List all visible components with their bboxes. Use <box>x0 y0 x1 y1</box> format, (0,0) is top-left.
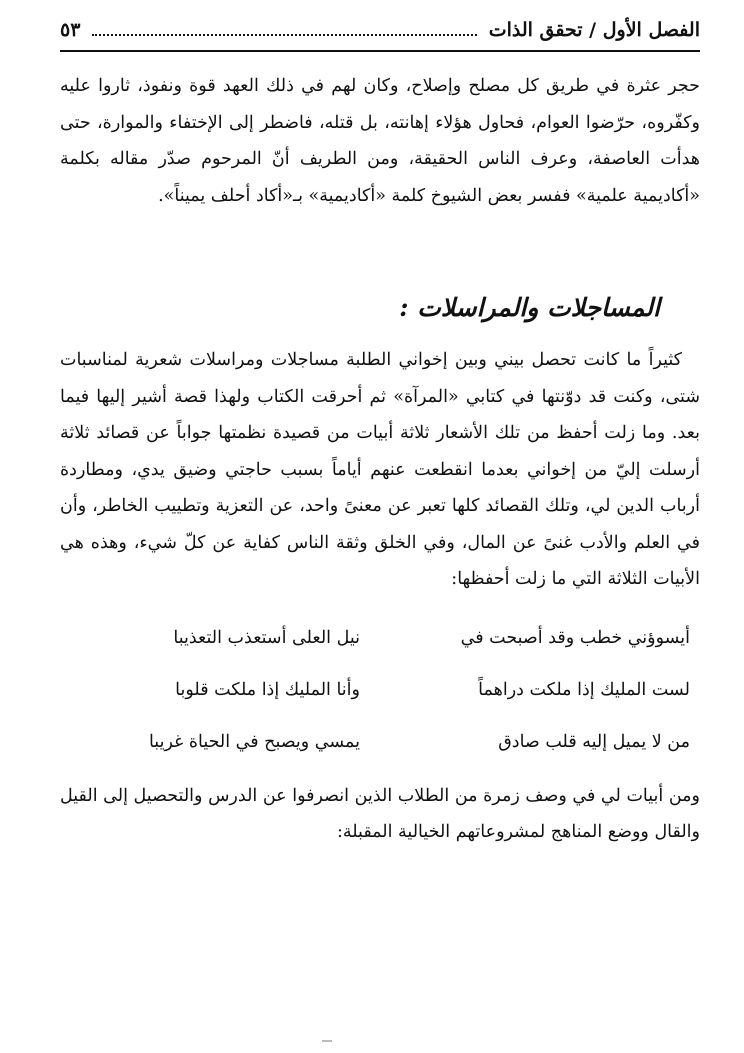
closing-paragraph: ومن أبيات لي في وصف زمرة من الطلاب الذين انصرفوا عن الدرس والتحصيل إلى القيل والقال ووضع المناهج لمشروعاتهم الخيالية المقبلة: <box>60 785 700 842</box>
intro-paragraph: حجر عثرة في طريق كل مصلح وإصلاح، وكان لهم في ذلك العهد قوة ونفوذ، ثاروا عليه وكفّروه، حرّضوا العوام، فحاول هؤلاء إهانته، بل قتله، فاضطر إلى الإختفاء والموارة، حتى هدأت العاصفة، وعرف الناس الحقيقة، ومن الطريف أنّ المرحوم صدّر مقاله بكلمة «أكاديمية علمية» ففسر بعض الشيوخ كلمة «أكاديمية» بـ«أكاد أحلف يميناً». <box>60 76 700 206</box>
page-number: ٥٣ <box>60 19 81 41</box>
section-title: المساجلات والمراسلات : <box>399 293 660 322</box>
verse-second-hemistich: نيل العلى أستعذب التعذيبا <box>173 627 360 648</box>
chapter-title: الفصل الأول / تحقق الذات <box>488 19 700 41</box>
section-paragraph: كثيراً ما كانت تحصل بيني وبين إخواني الطلبة مساجلات ومراسلات شعرية لمناسبات شتى، وكنت قد دوّنتها في كتابي «المرآة» ثم أحرقت الكتاب ولهذا قصة أشير إليها فيما بعد. وما زلت أحفظ من تلك الأشعار ثلاثة أبيات من قصيدة نظمتها جواباً عن قصائد ثلاثة أرسلت إليّ من إخواني بعدما انقطعت عنهم أياماً بسبب حاجتي وضيق يدي، ومطاردة أرباب الدين لي، وتلك القصائد كلها تعبر عن معنىً واحد، عن التعزية وتطييب الخاطر، وأن في العلم والأدب غنىً عن المال، وفي الخلق وثقة الناس كفاية عن كلّ شيء، وهذه هي الأبيات الثلاثة التي ما زلت أحفظها: <box>60 350 700 589</box>
verse-first-hemistich: أيسوؤني خطب وقد أصبحت في <box>460 627 690 648</box>
book-page <box>60 10 700 1040</box>
running-header <box>60 10 700 52</box>
poem <box>60 612 700 768</box>
verse-first-hemistich: لست المليك إذا ملكت دراهماً <box>478 679 690 700</box>
poem-verse <box>60 716 700 768</box>
verse-first-hemistich: من لا يميل إليه قلب صادق <box>498 731 690 752</box>
verse-second-hemistich: يمسي ويصبح في الحياة غريبا <box>148 731 360 752</box>
poem-verse <box>60 612 700 664</box>
scan-mark <box>322 1040 332 1042</box>
header-dot-leader <box>92 24 476 36</box>
poem-verse <box>60 664 700 716</box>
verse-second-hemistich: وأنا المليك إذا ملكت قلوبا <box>175 679 360 700</box>
